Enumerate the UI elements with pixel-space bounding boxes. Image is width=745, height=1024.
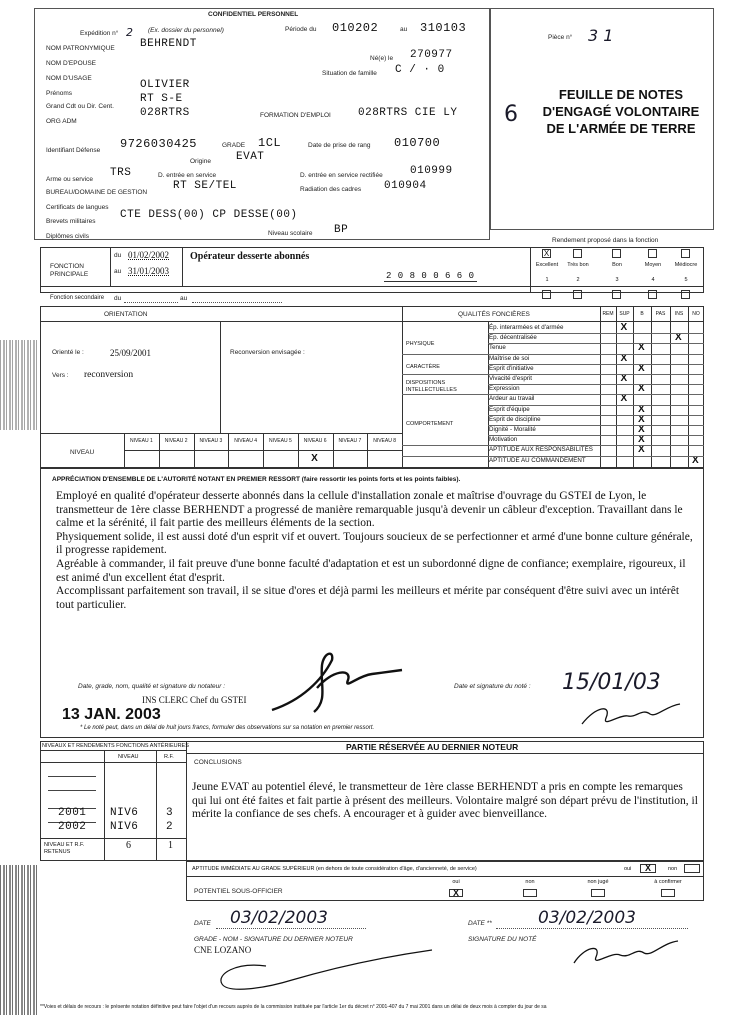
anterieur-niveau-2: NIV6: [110, 821, 139, 833]
appreciation-text: [56, 490, 696, 612]
rendement-secondaire-checkbox-5[interactable]: [681, 290, 690, 299]
niveau-header-2: NIVEAU 2: [164, 438, 188, 444]
rendement-num-4: 4: [651, 277, 655, 283]
periode-to: 310103: [420, 21, 467, 35]
rendement-label-2: Très bon: [567, 262, 589, 268]
quality-row-divider: [402, 445, 704, 446]
rendement-secondaire-checkbox-4[interactable]: [648, 290, 657, 299]
signature-note-label: SIGNATURE DU NOTÉ: [468, 936, 537, 943]
prenoms: OLIVIER: [140, 79, 190, 91]
quality-row-divider: [488, 435, 704, 436]
grade-label: GRADE: [222, 142, 246, 149]
qualites-col-divider: [670, 306, 671, 468]
potentiel-opt-box-4[interactable]: [661, 889, 675, 897]
radiation: 010904: [384, 180, 427, 192]
col-niveau: NIVEAU: [118, 754, 139, 760]
certificats-label: Certificats de langues: [46, 204, 109, 211]
quality-label-10: Esprit de discipline: [489, 415, 541, 423]
conclusions-label: CONCLUSIONS: [194, 759, 242, 766]
grade-nom-label: GRADE - NOM - SIGNATURE DU DERNIER NOTEUR: [194, 936, 353, 943]
appreciation-p4: Accomplissant parfaitement son travail, il se situe d'ores et déjà parmi les meilleurs et mérite par conséquent d'être suivi avec un intérêt tout particulier.: [56, 585, 680, 611]
date-note: 15/01/03: [562, 670, 661, 695]
periode-label: Période du: [285, 26, 317, 33]
document-title: [526, 86, 716, 137]
entree-rect: 010999: [410, 165, 453, 177]
periode-from: 010202: [332, 21, 379, 35]
radiation-label: Radiation des cadres: [300, 186, 362, 193]
quality-row-divider: [488, 364, 704, 365]
qualites-col-divider: [616, 306, 617, 468]
diplomes-label: Diplômes civils: [46, 233, 89, 240]
orientation-header: ORIENTATION: [104, 311, 148, 318]
niveau-scolaire: BP: [334, 224, 349, 236]
prise-rang: 010700: [394, 136, 441, 150]
niveau-header-1: NIVEAU 1: [129, 438, 153, 444]
date-note-label: Date et signature du noté :: [454, 683, 531, 690]
quality-label-13: APTITUDE AUX RESPONSABILITÉS: [489, 446, 593, 454]
rendement-num-2: 2: [576, 277, 580, 283]
col-rf: R.F.: [164, 754, 174, 760]
appreciation-header: APPRÉCIATION D'ENSEMBLE DE L'AUTORITÉ NOTANT EN PREMIER RESSORT (faire ressortir les points forts et les points faibles).: [52, 476, 461, 483]
qualites-col-pas: PAS: [655, 311, 666, 317]
retenus-niveau: 6: [126, 840, 131, 851]
niveau-header-5: NIVEAU 5: [268, 438, 292, 444]
nom-usage-label: NOM D'USAGE: [46, 75, 92, 82]
niveau-header-8: NIVEAU 8: [373, 438, 397, 444]
rendement-num-5: 5: [684, 277, 688, 283]
recours-footer: **Voies et délais de recours : le présente notation définitive peut faire l'objet d'un recours auprès de la commission instituée par l'article 1er du décret n° 2001-407 du 7 mai 2001 dans un délai de deux mois à compter du jour de sa: [40, 1004, 547, 1010]
notateur-signature: [262, 640, 412, 720]
fonction-secondaire-du: du: [114, 295, 122, 302]
prenoms-label: Prénoms: [46, 90, 73, 97]
quality-row-divider: [488, 425, 704, 426]
date-note-final: 03/02/2003: [538, 908, 636, 928]
date-noteur: 03/02/2003: [230, 908, 328, 928]
grand-cdt: RT S-E: [140, 93, 183, 105]
fonction-du-label: du: [114, 252, 122, 259]
rendement-num-1: 1: [545, 277, 549, 283]
nom-epouse-label: NOM D'EPOUSE: [46, 60, 96, 67]
confidential-label: CONFIDENTIEL PERSONNEL: [208, 11, 299, 18]
rendement-secondaire-checkbox-2[interactable]: [573, 290, 582, 299]
expedition-label: Expédition n°: [80, 30, 119, 37]
scan-artifact-1: [0, 340, 38, 430]
potentiel-opt-box-1[interactable]: X: [449, 889, 463, 897]
periode-au: au: [400, 26, 408, 33]
quality-mark-1: X: [620, 322, 628, 333]
qualites-col-rem: REM: [602, 311, 614, 317]
formation: 028RTRS CIE LY: [358, 107, 458, 119]
fonction-secondaire-au: au: [180, 295, 188, 302]
anterieur-rf-1: 3: [166, 807, 174, 819]
rendement-checkbox-5[interactable]: [681, 249, 690, 258]
niveau-mark: X: [311, 453, 318, 464]
group-dispositions: DISPOSITIONS INTELLECTUELLES: [406, 380, 457, 393]
grade: 1CL: [258, 136, 282, 150]
quality-mark-14: X: [692, 454, 699, 466]
niveau-header-3: NIVEAU 3: [199, 438, 223, 444]
dossier-note: (Ex. dossier du personnel): [148, 27, 224, 34]
vers-value: reconversion: [84, 370, 134, 380]
rendement-secondaire-checkbox-3[interactable]: [612, 290, 621, 299]
niveau-header-4: NIVEAU 4: [234, 438, 258, 444]
qualites-header: QUALITÉS FONCIÈRES: [458, 311, 530, 318]
quality-mark-10: X: [638, 413, 645, 425]
anterieur-niveau-1: NIV6: [110, 807, 139, 819]
quality-mark-4: X: [620, 352, 628, 364]
anterieur-rf-2: 2: [166, 821, 174, 833]
anterieur-year-1: 2001: [58, 807, 87, 819]
formation-label: FORMATION D'EMPLOI: [260, 112, 331, 119]
quality-mark-6: X: [620, 373, 628, 384]
appreciation-p3: Agréable à commander, il fait preuve d'une bonne faculté d'adaptation et est un subordonné digne de confiance; exemplaire, rigoureux, il est animé d'un excellent état d'esprit.: [56, 557, 686, 584]
anterieur-year-line: [48, 790, 96, 791]
rendement-label-3: Bon: [612, 262, 622, 268]
date-note-final-label: DATE **: [468, 920, 492, 927]
niveau-header-6: NIVEAU 6: [303, 438, 327, 444]
rendement-checkbox-4[interactable]: [648, 249, 657, 258]
fonction-code: 2 0 8 0 0 6 6 0: [386, 271, 475, 281]
potentiel-opt-label-4: à confirmer: [654, 879, 682, 885]
quality-row-divider: [488, 405, 704, 406]
qualites-col-b: B: [640, 311, 644, 317]
bureau-label: BUREAU/DOMAINE DE GESTION: [46, 189, 148, 196]
qualites-col-divider: [600, 306, 601, 468]
entree-rect-label: D. entrée en service rectifiée: [300, 172, 383, 179]
situation-label: Situation de famille: [322, 70, 377, 77]
nom-patronymique: BEHRENDT: [140, 38, 197, 50]
quality-row-divider: [402, 354, 704, 355]
quality-label-12: Motivation: [489, 436, 518, 444]
quality-mark-11: X: [638, 424, 645, 435]
quality-label-11: Dignité - Moralité: [489, 426, 536, 433]
qualites-col-sup: SUP: [619, 311, 630, 317]
rendement-label-1: Excellent: [535, 262, 559, 268]
grade-nom: CNE LOZANO: [194, 945, 252, 955]
aptitude-non: non: [668, 866, 678, 872]
title-number: 6: [504, 102, 518, 127]
nom-patronymique-label: NOM PATRONYMIQUE: [46, 45, 115, 52]
potentiel-opt-label-2: non: [525, 879, 535, 885]
appreciation-footnote: * Le noté peut, dans un délai de huit jours francs, formuler des observations sur sa notation en premier ressort.: [80, 725, 375, 731]
brevets-label: Brevets militaires: [46, 218, 96, 225]
oriente-label: Orienté le :: [52, 349, 84, 356]
dernier-header: PARTIE RÉSERVÉE AU DERNIER NOTEUR: [346, 742, 519, 752]
title-line-1: FEUILLE DE NOTES: [558, 87, 684, 102]
piece-value: 3 1: [588, 26, 614, 45]
ne-le-label: Né(e) le: [370, 55, 394, 62]
quality-mark-2: X: [675, 332, 682, 344]
appreciation-p1: Employé en qualité d'opérateur desserte abonnés dans la cellule d'installation zonale et maîtrise d'ouvrage du GSTEI de Lyon, le transmetteur de 1ère classe BERHENDT a progressé de manière remarquable jusqu'à devenir un câbleur d'exception. Travaillant dans le calme et la sérénité, il fait partie des meilleurs éléments de la section.: [56, 490, 683, 530]
rendement-label-4: Moyen: [644, 262, 662, 268]
qualites-col-divider: [633, 306, 634, 468]
quality-row-divider: [402, 456, 704, 457]
vers-label: Vers :: [52, 372, 69, 379]
dernier-noteur-signature: [196, 940, 446, 1000]
quality-mark-5: X: [638, 362, 645, 374]
retenus-label: NIVEAU ET R.F. RETENUS: [44, 842, 85, 855]
quality-row-divider: [488, 384, 704, 385]
entree-service-label: D. entrée en service: [158, 172, 217, 179]
title-line-3: DE L'ARMÉE DE TERRE: [546, 121, 696, 136]
org-adm-label: ORG ADM: [46, 118, 77, 125]
quality-label-14: APTITUDE AU COMMANDEMENT: [489, 456, 586, 464]
potentiel-opt-label-3: non jugé: [587, 879, 609, 885]
date-notateur: 13 JAN. 2003: [62, 706, 161, 723]
expedition-value: 2: [126, 26, 133, 39]
quality-mark-3: X: [638, 342, 645, 354]
bureau: RT SE/TEL: [173, 180, 237, 192]
origine: EVAT: [236, 151, 265, 163]
identifiant-label: Identifiant Défense: [46, 147, 101, 154]
retenus-rf: 1: [168, 840, 173, 851]
fonction-intitule: Opérateur desserte abonnés: [190, 251, 310, 262]
quality-mark-13: X: [638, 444, 645, 456]
group-physique: PHYSIQUE: [406, 341, 435, 347]
quality-label-5: Esprit d'initiative: [489, 364, 534, 372]
prise-rang-label: Date de prise de rang: [308, 142, 371, 149]
arme: TRS: [110, 167, 132, 179]
anterieur-year-line: [48, 776, 96, 777]
scan-artifact-2: [0, 865, 38, 1015]
niveau-scolaire-label: Niveau scolaire: [268, 230, 313, 237]
quality-row-divider: [488, 333, 704, 334]
quality-label-6: Vivacité d'esprit: [489, 375, 533, 382]
fonction-secondaire-label: Fonction secondaire: [50, 295, 105, 301]
quality-label-4: Maîtrise de soi: [489, 354, 530, 362]
rendement-label-5: Médiocre: [674, 262, 698, 268]
fonction-du: 01/02/2002: [128, 250, 170, 260]
rendement-checkbox-2[interactable]: [573, 249, 582, 258]
potentiel-opt-box-3[interactable]: [591, 889, 605, 897]
aptitude-label: APTITUDE IMMÉDIATE AU GRADE SUPÉRIEUR (en dehors de toute considération d'âge, d'ancienneté, de service): [192, 866, 477, 872]
niveau-label: NIVEAU: [70, 449, 95, 456]
signataire: INS CLERC Chef du GSTEI: [142, 695, 247, 705]
aptitude-non-box[interactable]: [684, 864, 700, 873]
rendement-num-3: 3: [615, 277, 619, 283]
qualites-col-divider: [688, 306, 689, 468]
ne-le: 270977: [410, 49, 453, 61]
situation: C / · 0: [395, 64, 445, 76]
quality-row-divider: [402, 394, 704, 395]
aptitude-oui-box[interactable]: X: [640, 864, 656, 873]
quality-label-9: Esprit d'équipe: [489, 405, 530, 413]
anterieur-year-2: 2002: [58, 821, 87, 833]
niveau-header-7: NIVEAU 7: [338, 438, 362, 444]
fonction-au-label: au: [114, 268, 122, 275]
oriente-date: 25/09/2001: [110, 348, 152, 358]
quality-row-divider: [488, 415, 704, 416]
quality-label-7: Expression: [489, 385, 520, 393]
anterieurs-header: NIVEAUX ET RENDEMENTS FONCTIONS ANTÉRIEURES: [42, 743, 189, 749]
identifiant: 9726030425: [120, 137, 198, 151]
rendement-checkbox-3[interactable]: [612, 249, 621, 258]
group-comportement: COMPORTEMENT: [406, 421, 454, 427]
quality-mark-12: X: [638, 434, 645, 446]
quality-mark-8: X: [620, 393, 628, 405]
fonction-au: 31/01/2003: [128, 266, 170, 276]
qualites-col-ins: INS: [674, 311, 684, 317]
potentiel-opt-label-1: oui: [452, 879, 460, 885]
note-signature-2: [566, 935, 686, 971]
org-adm: 028RTRS: [140, 107, 190, 119]
note-signature-1: [576, 696, 686, 732]
date-noteur-label: DATE: [194, 920, 211, 927]
fonction-principale-label: FONCTION PRINCIPALE: [50, 263, 89, 278]
grand-cdt-label: Grand Cdt ou Dir. Cent.: [46, 103, 114, 110]
qualites-col-divider: [651, 306, 652, 468]
brevets: CTE DESS(00) CP DESSE(00): [120, 209, 298, 221]
quality-row-divider: [488, 343, 704, 344]
reconversion-label: Reconversion envisagée :: [230, 349, 305, 356]
potentiel-opt-box-2[interactable]: [523, 889, 537, 897]
quality-label-3: Tenue: [489, 344, 506, 352]
rendement-label: Rendement proposé dans la fonction: [552, 237, 659, 244]
rendement-checkbox-1[interactable]: X: [543, 249, 550, 258]
quality-label-8: Ardeur au travail: [489, 395, 535, 403]
origine-label: Origine: [190, 158, 211, 165]
qualites-col-no: NO: [692, 311, 700, 317]
piece-label: Pièce n°: [548, 34, 573, 41]
quality-label-1: Ép. interarmées et d'armée: [489, 324, 564, 331]
quality-mark-9: X: [638, 403, 645, 415]
signataire-label: Date, grade, nom, qualité et signature du notateur :: [78, 683, 226, 690]
title-line-2: D'ENGAGÉ VOLONTAIRE: [542, 104, 700, 119]
potentiel-label: POTENTIEL SOUS-OFFICIER: [194, 888, 283, 895]
appreciation-p2: Physiquement solide, il est aussi doté d'un esprit vif et ouvert. Toujours soucieux de se perfectionner et armé d'une bonne culture générale, il progresse rapidement.: [56, 530, 693, 557]
quality-label-2: Ép. décentralisée: [489, 334, 537, 342]
quality-mark-7: X: [638, 383, 645, 395]
rendement-secondaire-checkbox-1[interactable]: [542, 290, 551, 299]
aptitude-oui: oui: [624, 866, 632, 872]
conclusions-text: Jeune EVAT au potentiel élevé, le transmetteur de 1ère classe BERHENDT a pris en compte les remarques qui lui ont été faites et fait partie à présent des meilleurs. Volontaire malgré son départ prévu de l'institution, il mérite la confiance de ses chefs. A encourager et à guider avec bienveillance.: [192, 781, 698, 821]
arme-label: Arme ou service: [46, 176, 93, 183]
quality-row-divider: [402, 374, 704, 375]
group-caractere: CARACTÈRE: [406, 364, 440, 370]
